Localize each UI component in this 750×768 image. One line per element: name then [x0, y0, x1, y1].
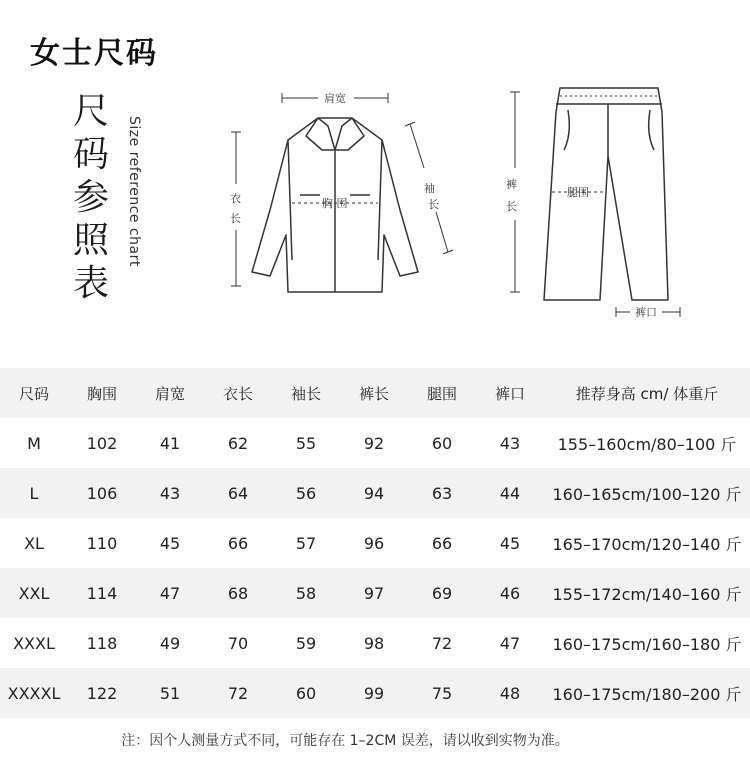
- shoulder-label: 肩宽: [324, 92, 346, 105]
- chart-title-char: 照: [72, 220, 109, 261]
- size-table: [0, 368, 750, 718]
- length-label: 衣 长: [230, 192, 241, 225]
- page-title: 女士尺码: [30, 36, 158, 71]
- table-cell: 68: [227, 583, 249, 603]
- header-cell: 肩宽: [154, 384, 185, 403]
- table-cell: 155–160cm/80–100 斤: [557, 434, 737, 454]
- table-cell: 66: [431, 533, 453, 553]
- table-cell: 72: [431, 633, 453, 653]
- pants-illustration: [544, 88, 668, 300]
- pants-measure-lines: [510, 92, 680, 317]
- table-cell: 56: [295, 483, 317, 503]
- sleeve-label: 袖 长: [424, 182, 439, 211]
- table-cell: 114: [86, 583, 118, 603]
- chest-label: 胸 围: [322, 197, 348, 210]
- table-cell: 165–170cm/120–140 斤: [552, 534, 742, 554]
- table-cell: XXXXL: [7, 683, 61, 703]
- size-table-header: [0, 368, 750, 418]
- header-cell: 腿围: [426, 384, 457, 403]
- table-row: [0, 418, 750, 468]
- header-cell: 推荐身高 cm/ 体重斤: [575, 384, 719, 403]
- header-cell: 尺码: [18, 384, 49, 403]
- table-row: [0, 568, 750, 618]
- table-cell: 46: [499, 583, 521, 603]
- table-cell: 92: [363, 433, 385, 453]
- chart-title-char: 尺: [72, 91, 109, 132]
- table-row: [0, 468, 750, 518]
- table-cell: 96: [363, 533, 385, 553]
- table-cell: 155–172cm/140–160 斤: [552, 584, 742, 604]
- chart-title-char: 表: [72, 263, 109, 304]
- table-cell: 160–175cm/160–180 斤: [552, 634, 742, 654]
- table-cell: 160–175cm/180–200 斤: [552, 684, 742, 704]
- table-cell: 64: [227, 483, 249, 503]
- header-cell: 裤口: [494, 384, 525, 403]
- table-cell: 47: [499, 633, 521, 653]
- table-cell: 66: [227, 533, 249, 553]
- chart-title-char: 码: [72, 134, 109, 175]
- hem-label: 裤口: [635, 306, 657, 319]
- table-cell: 110: [86, 533, 118, 553]
- table-cell: 48: [499, 683, 521, 703]
- chart-subtitle: Size reference chart: [126, 116, 142, 267]
- table-cell: 60: [295, 683, 317, 703]
- table-row: [0, 518, 750, 568]
- table-cell: 43: [499, 433, 521, 453]
- garment-diagram: [0, 0, 750, 340]
- table-cell: 99: [363, 683, 385, 703]
- chart-title-char: 参: [72, 177, 109, 218]
- header-cell: 裤长: [358, 384, 389, 403]
- table-cell: 43: [159, 483, 181, 503]
- table-cell: 160–165cm/100–120 斤: [552, 484, 742, 504]
- table-cell: 44: [499, 483, 521, 503]
- table-cell: XXXL: [13, 633, 55, 653]
- shirt-measure-lines: [231, 93, 453, 286]
- table-cell: L: [29, 483, 39, 503]
- table-cell: M: [27, 433, 41, 453]
- table-cell: 94: [363, 483, 385, 503]
- table-cell: 102: [86, 433, 118, 453]
- table-cell: 58: [295, 583, 317, 603]
- table-cell: 47: [159, 583, 181, 603]
- table-cell: 70: [227, 633, 249, 653]
- table-cell: 60: [431, 433, 453, 453]
- table-cell: 63: [431, 483, 453, 503]
- table-cell: 49: [159, 633, 181, 653]
- table-cell: 106: [86, 483, 118, 503]
- table-cell: 62: [227, 433, 249, 453]
- table-cell: 97: [363, 583, 385, 603]
- header-cell: 衣长: [222, 384, 253, 403]
- measurement-note: 注：因个人测量方式不同，可能存在 1–2CM 误差，请以收到实物为准。: [121, 733, 569, 749]
- table-cell: 98: [363, 633, 385, 653]
- table-cell: 72: [227, 683, 249, 703]
- table-row: [0, 618, 750, 668]
- table-cell: 55: [295, 433, 317, 453]
- header-cell: 袖长: [290, 384, 321, 403]
- table-cell: 69: [431, 583, 453, 603]
- header-cell: 胸围: [86, 384, 117, 403]
- table-cell: 45: [159, 533, 181, 553]
- thigh-label: 腿围: [567, 186, 589, 199]
- table-cell: 59: [295, 633, 317, 653]
- table-cell: 57: [295, 533, 317, 553]
- table-cell: XXL: [18, 583, 50, 603]
- table-row: [0, 668, 750, 718]
- table-cell: 122: [86, 683, 118, 703]
- table-cell: 45: [499, 533, 521, 553]
- pants-length-label: 裤 长: [506, 178, 517, 213]
- table-cell: XL: [24, 533, 44, 553]
- table-cell: 118: [86, 633, 118, 653]
- table-cell: 41: [159, 433, 181, 453]
- table-cell: 75: [431, 683, 453, 703]
- table-cell: 51: [159, 683, 181, 703]
